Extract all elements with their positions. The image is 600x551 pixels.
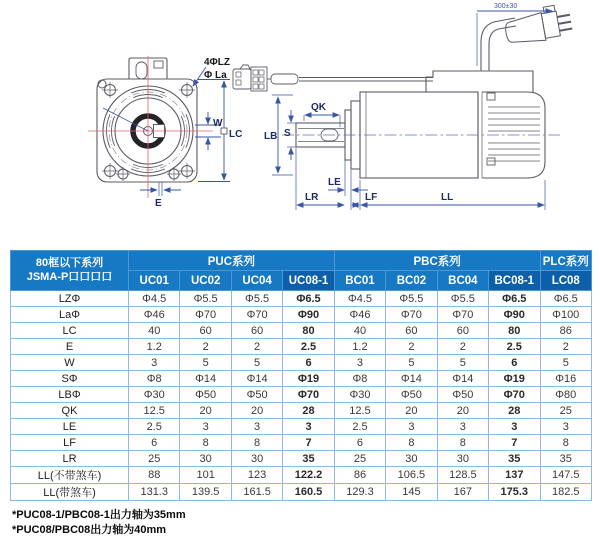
- spec-cell: 123: [231, 467, 282, 484]
- spec-cell: 20: [231, 403, 282, 419]
- spec-cell: 182.5: [540, 484, 592, 501]
- row-label: W: [11, 355, 129, 371]
- spec-cell: 137: [489, 467, 540, 484]
- spec-cell: Φ46: [334, 307, 385, 323]
- row-label: SΦ: [11, 371, 129, 387]
- spec-cell: 3: [180, 419, 231, 435]
- model-header-BC08-1: BC08-1: [489, 271, 540, 291]
- spec-cell: 5: [180, 355, 231, 371]
- spec-cell: 101: [180, 467, 231, 484]
- spec-cell: Φ16: [540, 371, 592, 387]
- e-label: E: [155, 198, 162, 209]
- spec-cell: Φ70: [437, 307, 488, 323]
- model-header-BC04: BC04: [437, 271, 488, 291]
- spec-row: [11, 419, 592, 435]
- spec-cell: 6: [334, 435, 385, 451]
- spec-cell: Φ4.5: [334, 291, 385, 307]
- spec-cell: 25: [129, 451, 180, 467]
- spec-cell: 5: [386, 355, 437, 371]
- spec-row: [11, 484, 592, 501]
- s-label: S: [284, 128, 291, 139]
- spec-cell: 20: [386, 403, 437, 419]
- row-label: LaΦ: [11, 307, 129, 323]
- cooling-fins: [488, 107, 540, 161]
- spec-cell: 80: [489, 323, 540, 339]
- la-label: Φ La: [204, 70, 227, 81]
- model-header-LC08: LC08: [540, 271, 592, 291]
- spec-cell: 60: [180, 323, 231, 339]
- encoder-connector: [233, 65, 298, 91]
- footnote-1: *PUC08-1/PBC08-1出力轴为35mm: [12, 509, 186, 521]
- corner-header-line2: JSMA-P口口口口: [26, 270, 113, 283]
- footnotes: [12, 508, 186, 539]
- spec-cell: 20: [180, 403, 231, 419]
- spec-cell: 3: [386, 419, 437, 435]
- spec-row: [11, 451, 592, 467]
- spec-cell: 40: [129, 323, 180, 339]
- spec-cell: 2.5: [283, 339, 334, 355]
- spec-row: [11, 371, 592, 387]
- spec-cell: Φ5.5: [180, 291, 231, 307]
- spec-cell: Φ14: [231, 371, 282, 387]
- spec-cell: Φ80: [540, 387, 592, 403]
- spec-cell: 88: [129, 467, 180, 484]
- row-label: QK: [11, 403, 129, 419]
- spec-cell: 1.2: [334, 339, 385, 355]
- spec-cell: Φ8: [334, 371, 385, 387]
- spec-cell: Φ14: [437, 371, 488, 387]
- spec-cell: Φ50: [437, 387, 488, 403]
- spec-cell: Φ30: [129, 387, 180, 403]
- spec-cell: Φ70: [283, 387, 334, 403]
- side-view: [233, 3, 574, 178]
- model-header-UC01: UC01: [129, 271, 180, 291]
- spec-cell: 8: [231, 435, 282, 451]
- spec-cell: 8: [386, 435, 437, 451]
- spec-cell: Φ6.5: [489, 291, 540, 307]
- spec-cell: Φ100: [540, 307, 592, 323]
- spec-cell: Φ70: [489, 387, 540, 403]
- spec-cell: Φ50: [180, 387, 231, 403]
- model-header-BC02: BC02: [386, 271, 437, 291]
- spec-cell: 5: [231, 355, 282, 371]
- spec-cell: 106.5: [386, 467, 437, 484]
- spec-row: [11, 307, 592, 323]
- spec-row: [11, 403, 592, 419]
- spec-cell: Φ30: [334, 387, 385, 403]
- row-label: LC: [11, 323, 129, 339]
- spec-cell: 86: [540, 323, 592, 339]
- spec-cell: 3: [283, 419, 334, 435]
- spec-cell: 8: [437, 435, 488, 451]
- spec-cell: 2.5: [129, 419, 180, 435]
- spec-cell: 128.5: [437, 467, 488, 484]
- spec-cell: Φ70: [180, 307, 231, 323]
- row-label: E: [11, 339, 129, 355]
- spec-cell: 25: [334, 451, 385, 467]
- spec-cell: 40: [334, 323, 385, 339]
- spec-cell: 28: [283, 403, 334, 419]
- spec-cell: 139.5: [180, 484, 231, 501]
- spec-cell: 161.5: [231, 484, 282, 501]
- spec-cell: 3: [437, 419, 488, 435]
- spec-row: [11, 339, 592, 355]
- spec-cell: 30: [386, 451, 437, 467]
- spec-cell: 2: [540, 339, 592, 355]
- spec-cell: Φ90: [489, 307, 540, 323]
- footnote-2: *PUC08/PBC08出力轴为40mm: [12, 524, 167, 537]
- spec-cell: 3: [129, 355, 180, 371]
- spec-row: [11, 291, 592, 307]
- w-label: W: [213, 118, 223, 129]
- model-header-UC02: UC02: [180, 271, 231, 291]
- qk-label: QK: [311, 102, 326, 113]
- spec-cell: 86: [334, 467, 385, 484]
- spec-cell: 12.5: [129, 403, 180, 419]
- spec-cell: 8: [180, 435, 231, 451]
- le-label: LE: [328, 177, 341, 188]
- model-header-UC04: UC04: [231, 271, 282, 291]
- spec-cell: Φ70: [386, 307, 437, 323]
- spec-cell: Φ6.5: [283, 291, 334, 307]
- spec-cell: 2: [180, 339, 231, 355]
- group-header-0: PUC系列: [129, 251, 335, 271]
- lf-label: LF: [365, 192, 378, 203]
- spec-row: [11, 355, 592, 371]
- spec-cell: Φ19: [283, 371, 334, 387]
- spec-cell: 2: [231, 339, 282, 355]
- spec-cell: 6: [489, 355, 540, 371]
- spec-cell: 7: [283, 435, 334, 451]
- spec-cell: Φ14: [180, 371, 231, 387]
- spec-table-body: [11, 291, 592, 501]
- spec-cell: 175.3: [489, 484, 540, 501]
- spec-cell: 145: [386, 484, 437, 501]
- spec-table-head: [11, 251, 592, 291]
- spec-cell: 6: [283, 355, 334, 371]
- spec-cell: Φ19: [489, 371, 540, 387]
- spec-cell: Φ5.5: [437, 291, 488, 307]
- front-view: [97, 58, 197, 182]
- spec-cell: 80: [283, 323, 334, 339]
- corner-header: [11, 251, 129, 291]
- spec-cell: Φ50: [386, 387, 437, 403]
- spec-cell: 8: [540, 435, 592, 451]
- spec-cell: 30: [231, 451, 282, 467]
- group-header-2: PLC系列: [540, 251, 592, 271]
- spec-cell: Φ5.5: [386, 291, 437, 307]
- spec-cell: Φ6.5: [540, 291, 592, 307]
- spec-cell: 3: [489, 419, 540, 435]
- spec-cell: Φ46: [129, 307, 180, 323]
- spec-cell: Φ90: [283, 307, 334, 323]
- spec-row: [11, 467, 592, 484]
- lb-label: LB: [264, 131, 278, 142]
- spec-cell: 25: [540, 403, 592, 419]
- spec-cell: 1.2: [129, 339, 180, 355]
- motor-drawing: [0, 0, 600, 248]
- spec-cell: 12.5: [334, 403, 385, 419]
- row-label: LE: [11, 419, 129, 435]
- row-label: LR: [11, 451, 129, 467]
- spec-cell: Φ5.5: [231, 291, 282, 307]
- spec-row: [11, 435, 592, 451]
- row-label: LZΦ: [11, 291, 129, 307]
- spec-cell: 131.3: [129, 484, 180, 501]
- row-label: LBΦ: [11, 387, 129, 403]
- spec-cell: 2.5: [334, 419, 385, 435]
- model-header-BC01: BC01: [334, 271, 385, 291]
- spec-cell: 2: [386, 339, 437, 355]
- spec-cell: 60: [437, 323, 488, 339]
- spec-cell: 7: [489, 435, 540, 451]
- spec-cell: 167: [437, 484, 488, 501]
- spec-table: [10, 250, 592, 501]
- dimension-diagram: [0, 0, 600, 248]
- spec-cell: 5: [540, 355, 592, 371]
- spec-cell: Φ4.5: [129, 291, 180, 307]
- row-label: LF: [11, 435, 129, 451]
- lz-label: 4ΦLZ: [204, 57, 230, 68]
- spec-row: [11, 323, 592, 339]
- spec-cell: Φ14: [386, 371, 437, 387]
- spec-cell: 147.5: [540, 467, 592, 484]
- spec-cell: 3: [231, 419, 282, 435]
- spec-cell: 3: [334, 355, 385, 371]
- spec-cell: 2: [437, 339, 488, 355]
- cable-length-label: 300±30: [494, 3, 518, 10]
- spec-cell: Φ50: [231, 387, 282, 403]
- spec-cell: 30: [437, 451, 488, 467]
- ll-label: LL: [441, 192, 454, 203]
- spec-cell: Φ8: [129, 371, 180, 387]
- model-header-UC08-1: UC08-1: [283, 271, 334, 291]
- lc-label: LC: [229, 129, 243, 140]
- spec-cell: 5: [437, 355, 488, 371]
- spec-cell: 30: [180, 451, 231, 467]
- row-label: LL(不带煞车): [11, 467, 129, 484]
- spec-cell: 3: [540, 419, 592, 435]
- spec-cell: 2.5: [489, 339, 540, 355]
- spec-cell: 35: [489, 451, 540, 467]
- spec-cell: 122.2: [283, 467, 334, 484]
- spec-row: [11, 387, 592, 403]
- spec-cell: Φ70: [231, 307, 282, 323]
- spec-cell: 20: [437, 403, 488, 419]
- spec-cell: 60: [386, 323, 437, 339]
- row-label: LL(带煞车): [11, 484, 129, 501]
- spec-cell: 60: [231, 323, 282, 339]
- spec-cell: 129.3: [334, 484, 385, 501]
- spec-cell: 160.5: [283, 484, 334, 501]
- spec-cell: 35: [540, 451, 592, 467]
- group-header-1: PBC系列: [334, 251, 540, 271]
- lr-label: LR: [305, 192, 319, 203]
- spec-cell: 28: [489, 403, 540, 419]
- spec-cell: 35: [283, 451, 334, 467]
- corner-header-line1: 80框以下系列: [35, 257, 104, 270]
- spec-cell: 6: [129, 435, 180, 451]
